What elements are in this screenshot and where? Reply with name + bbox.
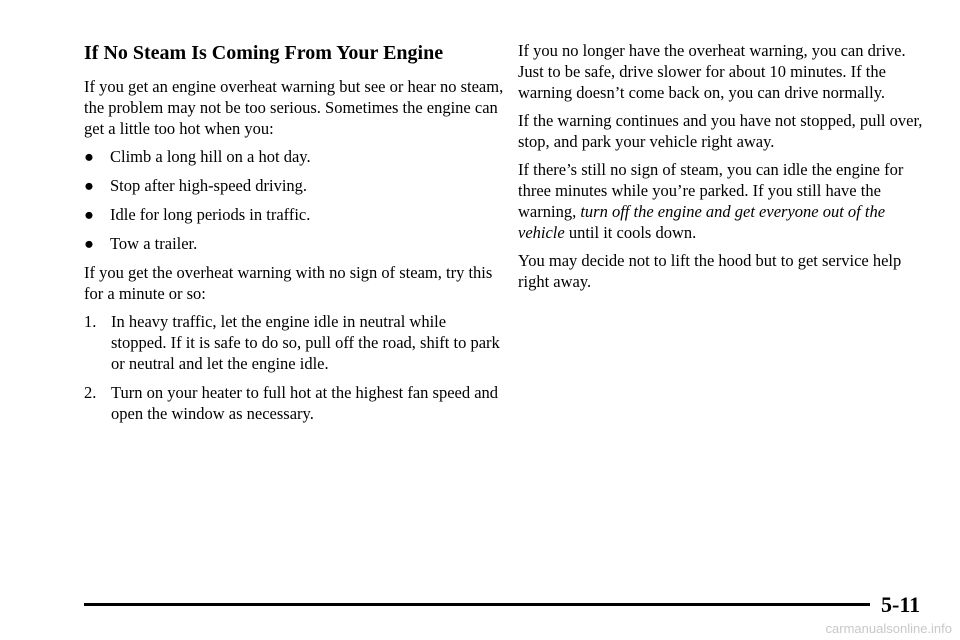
idle-engine-text-end: until it cools down. <box>568 223 697 242</box>
footer-rule <box>84 603 870 606</box>
steps-intro-paragraph: If you get the overheat warning with no sign of steam, try this for a minute or so: <box>84 263 493 303</box>
service-help-paragraph: You may decide not to lift the hood but to get service help right away. <box>518 251 902 291</box>
step-number: 2. <box>84 383 97 402</box>
bullet-text: Stop after high-speed driving. <box>110 176 308 195</box>
numbered-step <box>84 382 504 424</box>
step-text: Turn on your heater to full hot at the highest fan speed and open the window as necessary. <box>111 383 499 423</box>
section-heading: If No Steam Is Coming From Your Engine <box>84 42 444 64</box>
idle-engine-emphasis: turn off the engine and get everyone out of the vehicle <box>518 202 886 242</box>
step-text: In heavy traffic, let the engine idle in neutral while stopped. If it is safe to do so, pull off the road, shift to park or neutral and let the engine idle. <box>111 312 500 373</box>
right-column <box>518 40 928 299</box>
left-column <box>84 40 504 432</box>
watermark: carmanualsonline.info <box>825 621 952 636</box>
idle-engine-paragraph <box>518 159 928 243</box>
bullet-item <box>84 204 504 225</box>
bullet-icon: ● <box>84 176 94 195</box>
numbered-step <box>84 311 504 374</box>
bullet-text: Tow a trailer. <box>110 234 198 253</box>
bullet-item <box>84 233 504 254</box>
bullet-text: Climb a long hill on a hot day. <box>110 147 311 166</box>
step-number: 1. <box>84 312 97 331</box>
warning-continues-paragraph: If the warning continues and you have not stopped, pull over, stop, and park your vehicle right away. <box>518 111 923 151</box>
bullet-icon: ● <box>84 205 94 224</box>
bullet-item <box>84 146 504 167</box>
bullet-text: Idle for long periods in traffic. <box>110 205 311 224</box>
intro-paragraph: If you get an engine overheat warning but see or hear no steam, the problem may not be too serious. Sometimes the engine can get a little too hot when you: <box>84 77 504 138</box>
idle-engine-text: If there’s still no sign of steam, you can idle the engine for three minutes while you’re parked. If you still have the warning, <box>518 160 904 221</box>
bullet-item <box>84 175 504 196</box>
bullet-icon: ● <box>84 234 94 253</box>
warning-cleared-paragraph: If you no longer have the overheat warning, you can drive. Just to be safe, drive slower for about 10 minutes. If the warning doesn’t come back on, you can drive normally. <box>518 41 906 102</box>
page-number: 5-11 <box>881 592 921 617</box>
bullet-icon: ● <box>84 147 94 166</box>
